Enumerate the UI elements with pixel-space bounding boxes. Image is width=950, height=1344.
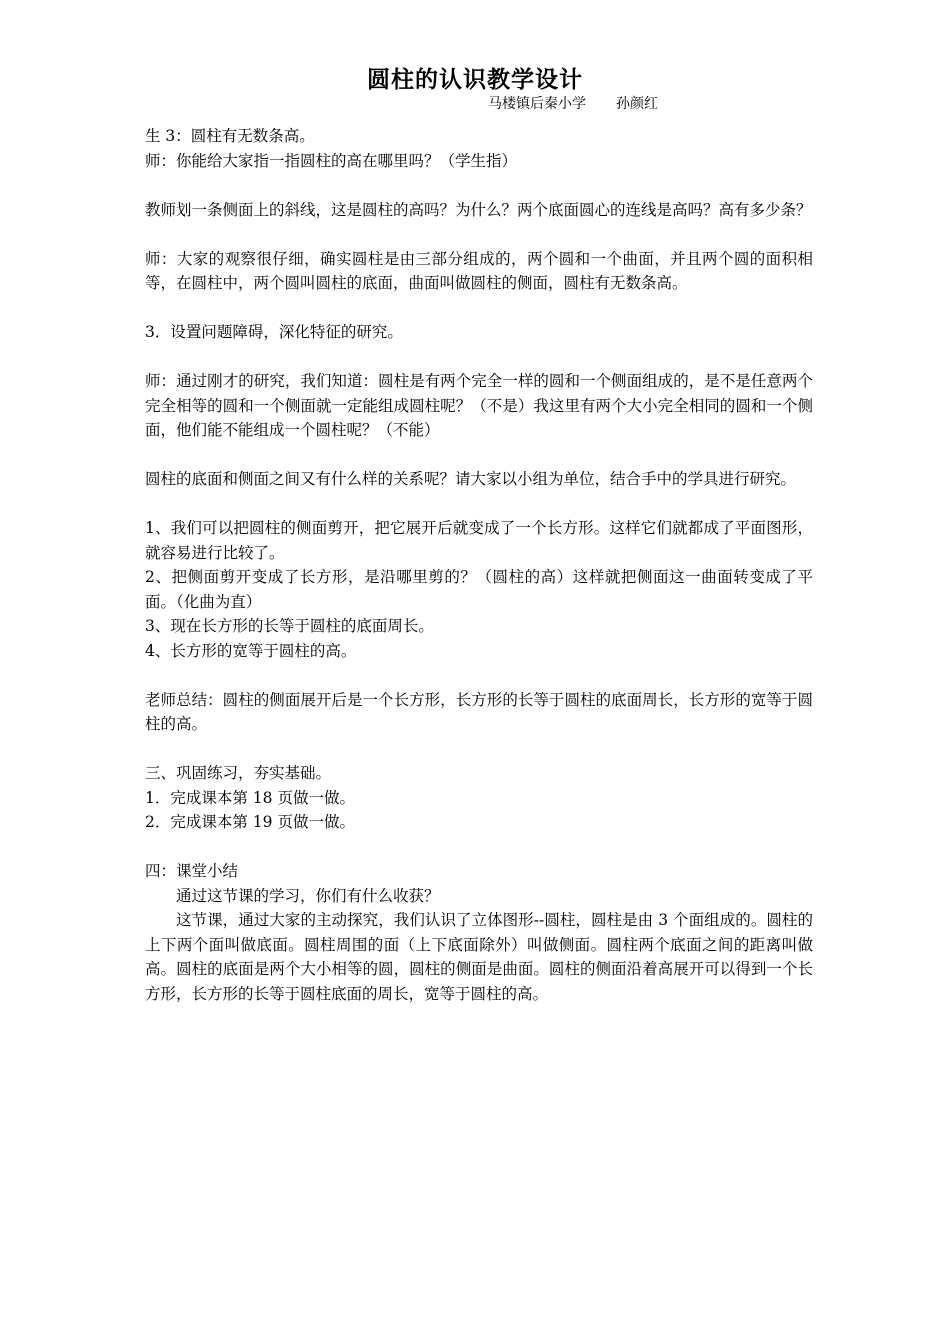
paragraph: 教师划一条侧面上的斜线，这是圆柱的高吗？为什么？两个底面圆心的连线是高吗？高有多少条？ bbox=[145, 200, 812, 219]
document-title: 圆柱的认识教学设计 bbox=[367, 66, 583, 93]
paragraph: 师：通过刚才的研究，我们知道：圆柱是有两个完全一样的圆和一个侧面组成的，是不是任意两个完全相等的圆和一个侧面就一定能组成圆柱呢？（不是）我这里有两个大小完全相同的圆和一个侧面，他们能不能组成一个圆柱呢？（不能） bbox=[145, 372, 813, 439]
section-heading: 三、巩固练习，夯实基础。 bbox=[145, 764, 332, 782]
blank-line bbox=[145, 492, 813, 517]
blank-line bbox=[145, 296, 813, 321]
list-item: 2、把侧面剪开变成了长方形，是沿哪里剪的？（圆柱的高）这样就把侧面这一曲面转变成了平面。（化曲为直） bbox=[145, 568, 813, 611]
author-name: 孙颜红 bbox=[616, 96, 658, 112]
paragraph: 师：大家的观察很仔细，确实圆柱是由三部分组成的，两个圆和一个曲面，并且两个圆的面积相等，在圆柱中，两个圆叫圆柱的底面，曲面叫做圆柱的侧面，圆柱有无数条高。 bbox=[145, 249, 813, 292]
school-name: 马楼镇后秦小学 bbox=[488, 96, 586, 112]
blank-line bbox=[145, 737, 813, 762]
list-item: 4、长方形的宽等于圆柱的高。 bbox=[145, 641, 357, 660]
section-heading: 3．设置问题障碍，深化特征的研究。 bbox=[145, 323, 403, 341]
paragraph: 师：你能给大家指一指圆柱的高在哪里吗？（学生指） bbox=[145, 151, 518, 170]
blank-line bbox=[145, 345, 813, 370]
list-item: 1．完成课本第 18 页做一做。 bbox=[145, 788, 355, 807]
blank-line bbox=[145, 173, 813, 198]
paragraph: 这节课，通过大家的主动探究，我们认识了立体图形--圆柱，圆柱是由 3 个面组成的。圆柱的上下两个面叫做底面。圆柱周围的面（上下底面除外）叫做侧面。圆柱两个底面之间的距离叫做高。圆柱的底面是两个大小相等的圆，圆柱的侧面是曲面。圆柱的侧面沿着高展开可以得到一个长方形，长方形的长等于圆柱底面的周长，宽等于圆柱的高。 bbox=[145, 911, 813, 1003]
blank-line bbox=[145, 222, 813, 247]
section-heading: 四：课堂小结 bbox=[145, 862, 239, 880]
paragraph: 生 3：圆柱有无数条高。 bbox=[145, 127, 315, 145]
list-item: 3、现在长方形的长等于圆柱的底面周长。 bbox=[145, 617, 434, 635]
list-item: 1、我们可以把圆柱的侧面剪开，把它展开后就变成了一个长方形。这样它们就都成了平面图形，就容易进行比较了。 bbox=[145, 519, 813, 562]
blank-line bbox=[145, 835, 813, 860]
document-body bbox=[145, 124, 813, 1006]
blank-line bbox=[145, 443, 813, 468]
blank-line bbox=[145, 663, 813, 688]
list-item: 2．完成课本第 19 页做一做。 bbox=[145, 813, 355, 831]
paragraph: 圆柱的底面和侧面之间又有什么样的关系呢？请大家以小组为单位，结合手中的学具进行研究。 bbox=[145, 470, 797, 488]
paragraph: 老师总结：圆柱的侧面展开后是一个长方形，长方形的长等于圆柱的底面周长，长方形的宽等于圆柱的高。 bbox=[145, 690, 813, 733]
paragraph: 通过这节课的学习，你们有什么收获？ bbox=[176, 886, 440, 905]
byline bbox=[488, 94, 658, 114]
